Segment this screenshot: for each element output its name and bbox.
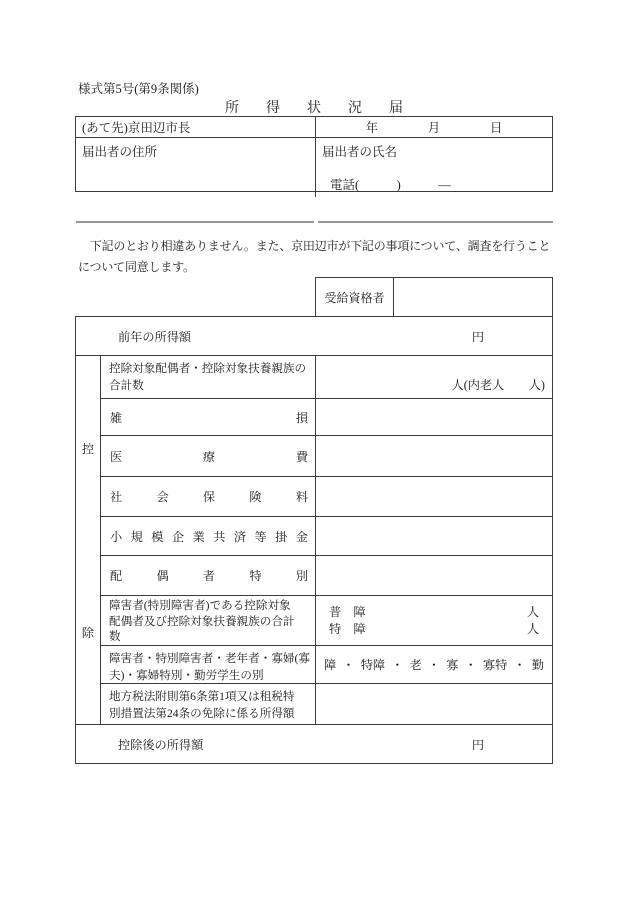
casualty-loss-value-field[interactable] <box>316 399 552 435</box>
medical-expense-row <box>101 436 552 477</box>
spousal-special-label: 配 偶 者 特 別 <box>101 556 316 595</box>
year-unit-label: 年 <box>365 121 379 135</box>
special-disability-line: 特 障 人 <box>329 621 539 636</box>
person-unit: 人 <box>526 604 539 619</box>
name-label: 届出者の氏名 <box>322 145 398 159</box>
disabled-dependents-row <box>101 596 552 646</box>
day-unit-label: 日 <box>489 121 503 135</box>
disability-category-value-field[interactable]: 障 ・ 特障 ・ 老 ・ 寡 ・ 寡特 ・ 勤 <box>324 658 544 672</box>
cut-line-right <box>318 221 553 223</box>
medical-expense-label: 医 療 費 <box>101 436 316 476</box>
disabled-dependents-label: 障害者(特別障害者)である控除対象 配偶者及び控除対象扶養親族の合計 数 <box>101 596 316 645</box>
small-business-mutual-aid-row <box>101 517 552 556</box>
dependents-count-label: 控除対象配偶者・控除対象扶養親族の 合計数 <box>101 356 316 398</box>
deduction-rows <box>101 356 552 724</box>
header-table <box>75 116 553 192</box>
recipient-value-field[interactable] <box>394 278 552 316</box>
after-deduction-label: 控除後の所得額 <box>118 737 204 752</box>
small-business-mutual-aid-label: 小 規 模 企 業 共 済 等 掛 金 <box>101 517 316 555</box>
income-table <box>75 316 553 764</box>
deduction-section <box>76 356 552 725</box>
social-insurance-label: 社 会 保 険 料 <box>101 477 316 516</box>
after-deduction-row[interactable] <box>76 725 552 763</box>
consent-text <box>78 236 558 278</box>
local-tax-exemption-value-field[interactable] <box>316 684 552 724</box>
document-title: 所得状況届 <box>225 101 430 116</box>
form-number: 様式第5号(第9条関係) <box>78 82 199 96</box>
month-unit-label: 月 <box>427 121 441 135</box>
prev-income-row[interactable] <box>76 317 552 356</box>
consent-line-1: 下記のとおり相違ありません。また、京田辺市が下記の事項について、調査を行うこと <box>78 239 551 253</box>
address-label: 届出者の住所 <box>82 145 158 159</box>
yen-unit: 円 <box>471 329 484 344</box>
local-tax-exemption-row <box>101 684 552 724</box>
cut-line-left <box>76 221 314 223</box>
casualty-loss-row <box>101 399 552 436</box>
addressee-label: (あて先)京田辺市長 <box>82 121 191 135</box>
yen-unit: 円 <box>471 737 484 752</box>
recipient-box <box>315 277 553 317</box>
local-tax-exemption-label: 地方税法附則第6条第1項又は租税特 別措置法第24条の免除に係る所得額 <box>101 684 316 724</box>
spousal-special-row <box>101 556 552 596</box>
dependents-count-row <box>101 356 552 399</box>
disabled-dependents-value-field[interactable] <box>316 596 552 645</box>
ordinary-disability-line: 普 障 人 <box>329 604 539 619</box>
casualty-loss-label: 雑 損 <box>101 399 316 435</box>
phone-label: 電話( ) — <box>330 178 451 192</box>
social-insurance-value-field[interactable] <box>316 477 552 516</box>
deduction-char-1: 控 <box>81 441 95 456</box>
date-field[interactable] <box>316 117 552 138</box>
deduction-char-2: 除 <box>81 625 95 640</box>
dependents-count-unit-text: 人(内老人 人) <box>451 378 545 392</box>
social-insurance-row <box>101 477 552 517</box>
prev-income-label: 前年の所得額 <box>118 329 192 344</box>
recipient-label: 受給資格者 <box>316 278 394 316</box>
consent-line-2: について同意します。 <box>78 260 195 274</box>
address-field[interactable] <box>76 138 316 197</box>
deduction-group-label <box>76 356 101 724</box>
addressee-cell <box>76 117 316 138</box>
dependents-count-value-field[interactable] <box>316 356 552 398</box>
disability-category-label: 障害者・特別障害者・老年者・寡婦(寡 夫)・寡婦特別・勤労学生の別 <box>101 646 316 683</box>
disability-category-row <box>101 646 552 684</box>
spousal-special-value-field[interactable] <box>316 556 552 595</box>
person-unit: 人 <box>526 621 539 636</box>
name-phone-field[interactable] <box>316 138 552 197</box>
medical-expense-value-field[interactable] <box>316 436 552 476</box>
small-business-mutual-aid-value-field[interactable] <box>316 517 552 555</box>
